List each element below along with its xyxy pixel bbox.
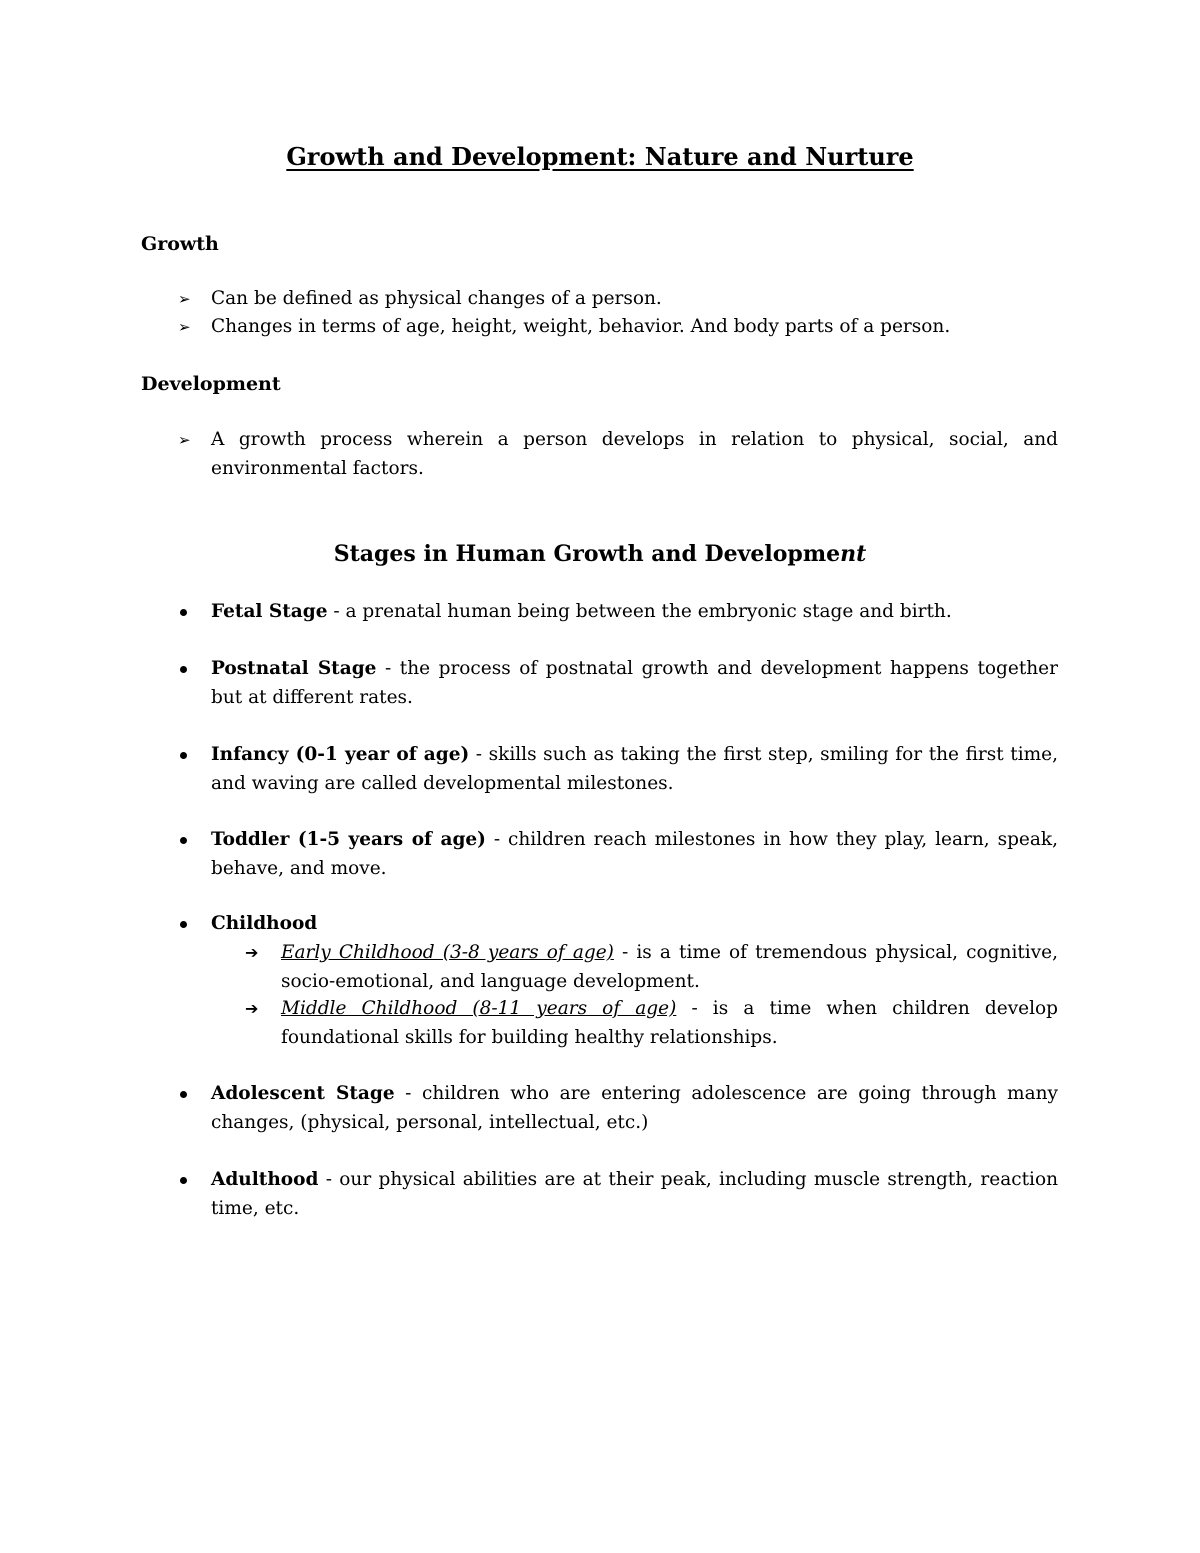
bullet-dot-icon: [180, 609, 187, 616]
development-heading: Development: [141, 373, 281, 395]
stage-item-fetal: [178, 598, 1058, 627]
growth-list-item: [178, 313, 1058, 342]
stage-term: Adolescent Stage: [211, 1083, 395, 1104]
stage-description: - our physical abilities are at their peak, including muscle strength, reaction time, etc.: [211, 1169, 1058, 1219]
stage-item-adolescent: [178, 1080, 1058, 1137]
stage-term: Postnatal Stage: [211, 658, 377, 679]
stage-description: - children reach milestones in how they play, learn, speak, behave, and move.: [211, 829, 1058, 879]
bullet-dot-icon: [180, 752, 187, 759]
stages-heading-tail: nt: [840, 541, 867, 567]
bullet-dot-icon: [180, 1177, 187, 1184]
stage-description: - a prenatal human being between the embryonic stage and birth.: [327, 601, 952, 622]
stage-description: - skills such as taking the first step, smiling for the first time, and waving are called developmental milestones.: [211, 744, 1058, 794]
stage-item-toddler: [178, 826, 1058, 883]
arrowhead-bullet-icon: ➢: [178, 431, 191, 449]
substage-term: Middle Childhood (8-11 years of age): [281, 998, 677, 1019]
childhood-sub-item-early: [245, 939, 1058, 996]
stages-heading-main: Stages in Human Growth and Developme: [333, 541, 841, 567]
arrowhead-bullet-icon: ➢: [178, 318, 191, 336]
development-list-item: [178, 426, 1058, 483]
substage-description: - is a time of tremendous physical, cognitive, socio-emotional, and language development.: [281, 942, 1058, 992]
stage-item-adulthood: [178, 1166, 1058, 1223]
stage-term: Adulthood: [211, 1169, 319, 1190]
document-title: Growth and Development: Nature and Nurture: [286, 142, 914, 171]
stage-term: Infancy (0-1 year of age): [211, 744, 470, 765]
growth-list-item: [178, 285, 1058, 314]
stage-description: - children who are entering adolescence are going through many changes, (physical, personal, intellectual, etc.): [211, 1083, 1058, 1133]
arrowhead-bullet-icon: ➢: [178, 290, 191, 308]
bullet-dot-icon: [180, 837, 187, 844]
growth-heading: Growth: [141, 233, 219, 255]
stage-term: Fetal Stage: [211, 601, 328, 622]
stages-heading: [0, 540, 1200, 568]
substage-term: Early Childhood (3-8 years of age): [281, 942, 614, 963]
childhood-sub-item-middle: [245, 995, 1058, 1052]
bullet-dot-icon: [180, 1091, 187, 1098]
stage-item-infancy: [178, 741, 1058, 798]
stage-description: - the process of postnatal growth and development happens together but at different rates.: [211, 658, 1058, 708]
list-item-text: Can be defined as physical changes of a person.: [211, 288, 662, 309]
list-item-text: Changes in terms of age, height, weight, behavior. And body parts of a person.: [211, 316, 951, 337]
list-item-text: A growth process wherein a person develops in relation to physical, social, and environmental factors.: [211, 429, 1058, 479]
substage-description: - is a time when children develop foundational skills for building healthy relationships.: [281, 998, 1058, 1048]
right-arrow-icon: ➔: [245, 999, 259, 1018]
bullet-dot-icon: [180, 666, 187, 673]
stage-item-childhood: [178, 910, 1058, 939]
bullet-dot-icon: [180, 921, 187, 928]
stage-item-postnatal: [178, 655, 1058, 712]
right-arrow-icon: ➔: [245, 943, 259, 962]
stage-term: Toddler (1-5 years of age): [211, 829, 486, 850]
stage-term: Childhood: [211, 913, 318, 934]
